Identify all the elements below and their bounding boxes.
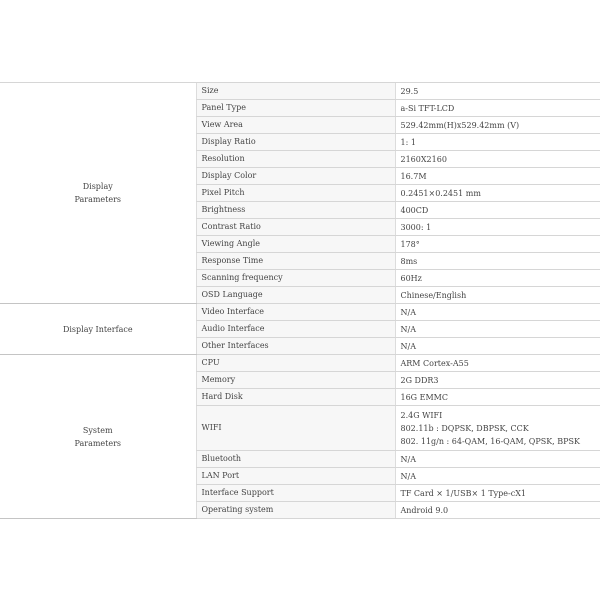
spec-value-line: TF Card × 1/USB× 1 Type-cX1 bbox=[400, 488, 526, 498]
spec-value bbox=[395, 134, 600, 151]
spec-value-line: 2160X2160 bbox=[400, 154, 447, 164]
group-name-line: System bbox=[82, 425, 113, 435]
spec-label: LAN Port bbox=[196, 468, 395, 485]
spec-value bbox=[395, 270, 600, 287]
spec-label: WIFI bbox=[196, 406, 395, 451]
spec-table-body bbox=[0, 83, 600, 519]
spec-value-line: 29.5 bbox=[400, 86, 419, 96]
spec-row bbox=[0, 304, 600, 321]
spec-label: Bluetooth bbox=[196, 451, 395, 468]
spec-value-line: 1: 1 bbox=[400, 137, 416, 147]
spec-label: Other Interfaces bbox=[196, 338, 395, 355]
spec-table bbox=[0, 82, 600, 519]
spec-value bbox=[395, 502, 600, 519]
spec-label: Audio Interface bbox=[196, 321, 395, 338]
spec-value-line: 400CD bbox=[400, 205, 429, 215]
spec-label: Pixel Pitch bbox=[196, 185, 395, 202]
group-name-line: Display bbox=[82, 182, 113, 191]
spec-label: Interface Support bbox=[196, 485, 395, 502]
spec-value bbox=[395, 287, 600, 304]
spec-label: Display Ratio bbox=[196, 134, 395, 151]
spec-label: OSD Language bbox=[196, 287, 395, 304]
spec-label: CPU bbox=[196, 355, 395, 372]
spec-value bbox=[395, 406, 600, 451]
spec-label: View Area bbox=[196, 117, 395, 134]
spec-value-line: 16G EMMC bbox=[400, 392, 448, 402]
spec-value bbox=[395, 304, 600, 321]
spec-label: Panel Type bbox=[196, 100, 395, 117]
spec-value-line: Chinese/English bbox=[400, 290, 467, 300]
group-name bbox=[0, 355, 196, 519]
spec-value bbox=[395, 117, 600, 134]
spec-value bbox=[395, 236, 600, 253]
spec-value bbox=[395, 389, 600, 406]
spec-value bbox=[395, 338, 600, 355]
spec-row bbox=[0, 83, 600, 100]
spec-value-line: 802. 11g/n : 64-QAM, 16-QAM, QPSK, BPSK bbox=[400, 436, 580, 446]
spec-value bbox=[395, 151, 600, 168]
spec-label: Response Time bbox=[196, 253, 395, 270]
spec-value-line: 529.42mm(H)x529.42mm (V) bbox=[400, 120, 520, 130]
spec-value-line: Android 9.0 bbox=[400, 505, 449, 515]
spec-label: Viewing Angle bbox=[196, 236, 395, 253]
spec-label: Contrast Ratio bbox=[196, 219, 395, 236]
spec-value-line: 2.4G WIFI bbox=[400, 410, 443, 420]
group-name-line: Parameters bbox=[74, 195, 122, 204]
spec-value-line: 178° bbox=[400, 239, 420, 249]
spec-label: Scanning frequency bbox=[196, 270, 395, 287]
spec-value-line: N/A bbox=[400, 454, 416, 464]
spec-value bbox=[395, 202, 600, 219]
spec-label: Brightness bbox=[196, 202, 395, 219]
spec-value bbox=[395, 321, 600, 338]
spec-value bbox=[395, 253, 600, 270]
spec-label: Operating system bbox=[196, 502, 395, 519]
group-name bbox=[0, 304, 196, 355]
spec-value bbox=[395, 485, 600, 502]
spec-value bbox=[395, 451, 600, 468]
spec-row bbox=[0, 355, 600, 372]
spec-value bbox=[395, 100, 600, 117]
spec-value-line: ARM Cortex-A55 bbox=[400, 358, 469, 368]
spec-value-line: a-Si TFT-LCD bbox=[400, 103, 455, 113]
spec-label: Hard Disk bbox=[196, 389, 395, 406]
spec-value bbox=[395, 83, 600, 100]
spec-label: Resolution bbox=[196, 151, 395, 168]
spec-label: Video Interface bbox=[196, 304, 395, 321]
spec-value-line: 0.2451×0.2451 mm bbox=[400, 188, 481, 198]
spec-value-line: 802.11b : DQPSK, DBPSK, CCK bbox=[400, 423, 529, 433]
spec-value-line: 16.7M bbox=[400, 171, 427, 181]
spec-value-line: 3000: 1 bbox=[400, 222, 432, 232]
spec-value-line: N/A bbox=[400, 307, 416, 317]
spec-value bbox=[395, 468, 600, 485]
group-name bbox=[0, 83, 196, 304]
spec-value-line: N/A bbox=[400, 471, 416, 481]
spec-value bbox=[395, 355, 600, 372]
spec-label: Memory bbox=[196, 372, 395, 389]
spec-value-line: N/A bbox=[400, 324, 416, 334]
spec-label: Size bbox=[196, 83, 395, 100]
spec-value bbox=[395, 168, 600, 185]
spec-value-line: N/A bbox=[400, 341, 416, 351]
spec-label: Display Color bbox=[196, 168, 395, 185]
spec-value bbox=[395, 372, 600, 389]
group-name-line: Parameters bbox=[74, 438, 122, 448]
spec-value-line: 8ms bbox=[400, 256, 418, 266]
spec-value-line: 60Hz bbox=[400, 273, 422, 283]
spec-value bbox=[395, 185, 600, 202]
spec-value-line: 2G DDR3 bbox=[400, 375, 439, 385]
spec-value bbox=[395, 219, 600, 236]
group-name-line: Display Interface bbox=[62, 324, 133, 334]
